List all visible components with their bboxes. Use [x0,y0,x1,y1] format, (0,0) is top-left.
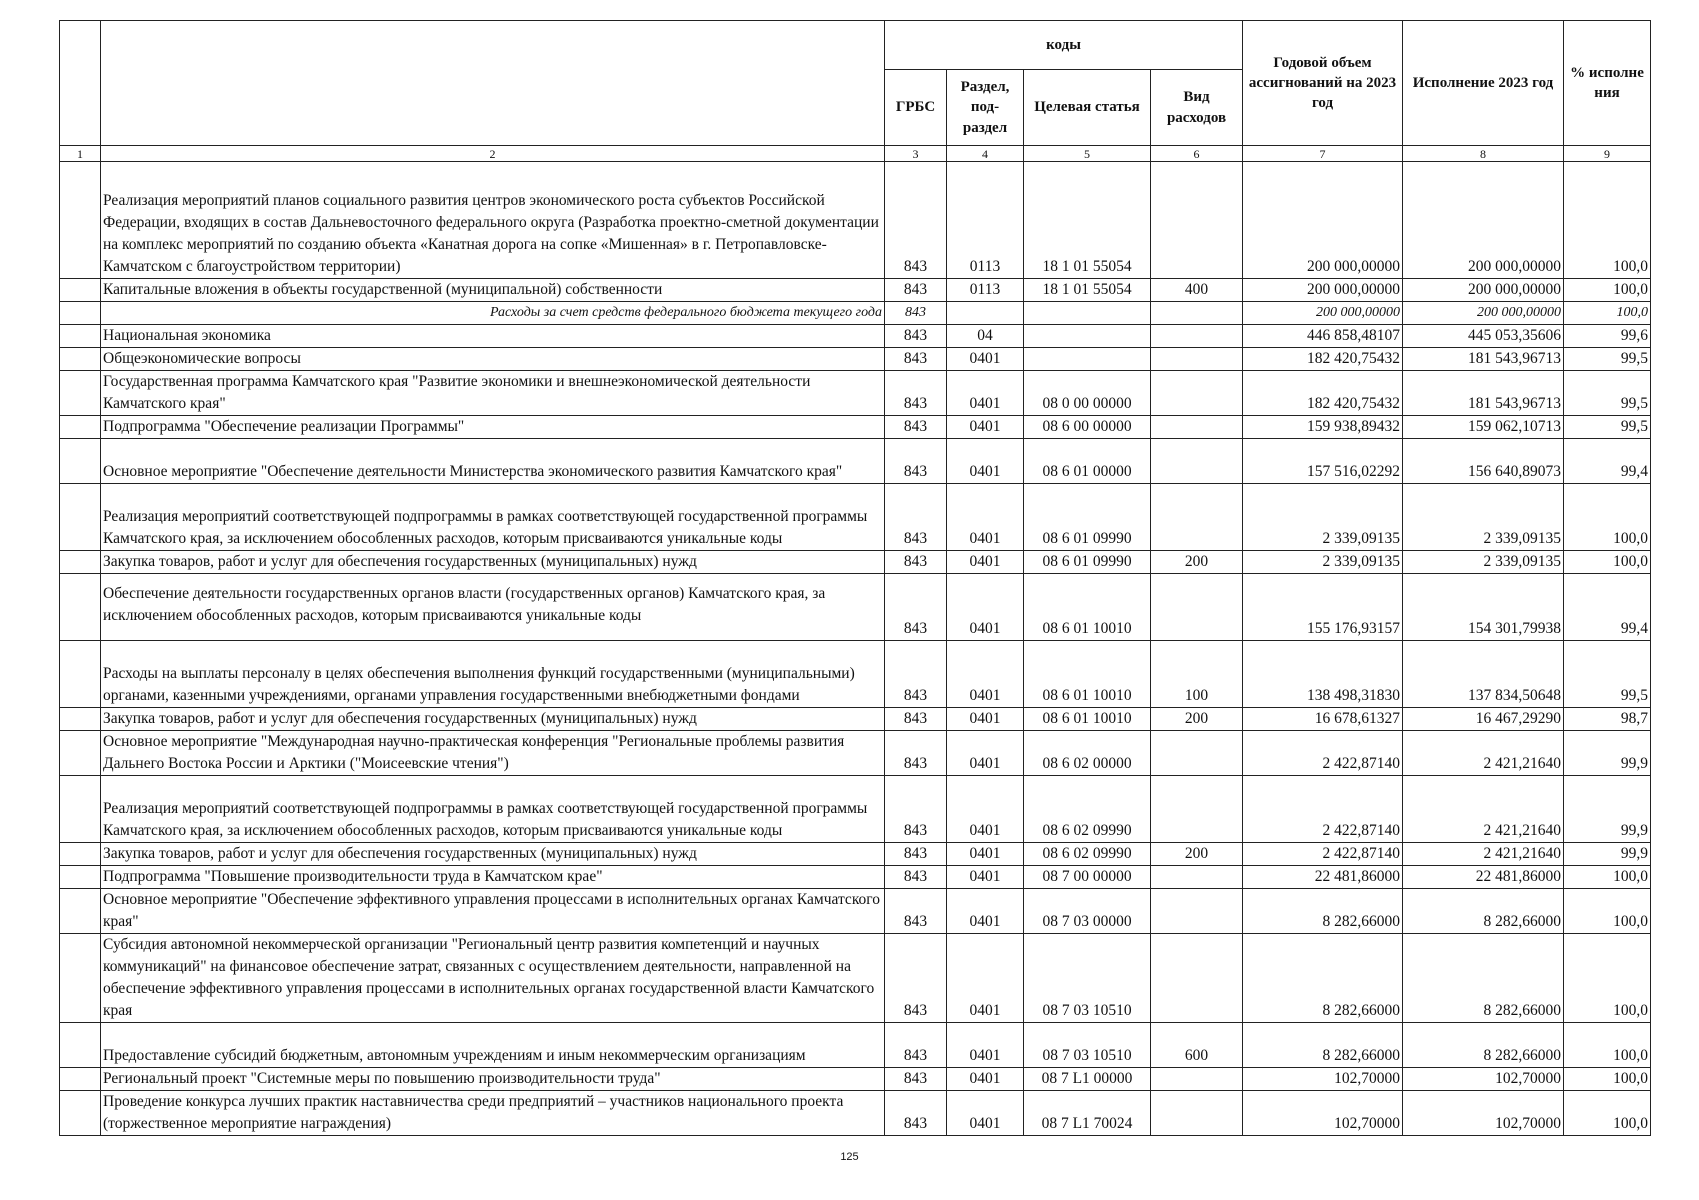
cell-name: Общеэкономические вопросы [101,348,885,371]
cell-target: 08 6 02 09990 [1024,776,1151,843]
cell-name: Реализация мероприятий соответствующей подпрограммы в рамках соответствующей государственной программы Камчатского края, за исключением обособленных расходов, которым присваиваются уникальные коды [101,484,885,551]
table-row [60,439,1651,484]
cell-annual: 2 339,09135 [1243,484,1403,551]
cell-execution: 2 421,21640 [1403,731,1564,776]
cell-type [1151,302,1243,325]
table-row [60,731,1651,776]
cell-percent: 100,0 [1564,934,1651,1023]
cell-execution: 154 301,79938 [1403,574,1564,641]
cell-type [1151,776,1243,843]
row-index-cell [60,843,101,866]
column-number: 2 [101,146,885,162]
cell-name: Проведение конкурса лучших практик наставничества среди предприятий – участников национального проекта (торжественное мероприятие награждения) [101,1091,885,1136]
cell-name: Реализация мероприятий планов социального развития центров экономического роста субъектов Российской Федерации, входящих в состав Дальневосточного федерального округа (Разработка проектно-сметной документации на комплекс мероприятий по созданию объекта «Канатная дорога на сопке «Мишенная» в г. Петропавловске-Камчатском с благоустройством территории) [101,162,885,279]
cell-grbs: 843 [885,731,947,776]
cell-execution: 2 339,09135 [1403,484,1564,551]
table-row [60,1023,1651,1068]
cell-execution: 22 481,86000 [1403,866,1564,889]
cell-name: Государственная программа Камчатского края "Развитие экономики и внешнеэкономической деятельности Камчатского края" [101,371,885,416]
cell-target: 08 6 02 00000 [1024,731,1151,776]
row-index-cell [60,416,101,439]
cell-annual: 8 282,66000 [1243,889,1403,934]
cell-section: 0401 [947,439,1024,484]
cell-section: 0401 [947,348,1024,371]
cell-target: 08 7 L1 70024 [1024,1091,1151,1136]
cell-name: Субсидия автономной некоммерческой организации "Региональный центр развития компетенций и научных коммуникаций" на финансовое обеспечение затрат, связанных с осуществлением деятельности, направленной на обеспечение эффективного управления процессами в исполнительных органах государственной власти Камчатского края [101,934,885,1023]
column-number-row [60,146,1651,162]
cell-name: Региональный проект "Системные меры по повышению производительности труда" [101,1068,885,1091]
cell-grbs: 843 [885,708,947,731]
header-empty-2 [101,21,885,146]
cell-target: 08 6 00 00000 [1024,416,1151,439]
cell-percent: 100,0 [1564,1091,1651,1136]
cell-target: 08 0 00 00000 [1024,371,1151,416]
cell-execution: 102,70000 [1403,1091,1564,1136]
cell-annual: 8 282,66000 [1243,934,1403,1023]
cell-target: 08 7 00 00000 [1024,866,1151,889]
cell-grbs: 843 [885,348,947,371]
table-row [60,776,1651,843]
table-row [60,843,1651,866]
header-section: Раздел, под-раздел [947,70,1024,146]
budget-table [59,20,1651,1136]
cell-grbs: 843 [885,551,947,574]
cell-execution: 181 543,96713 [1403,371,1564,416]
header-type: Вид расходов [1151,70,1243,146]
cell-type [1151,416,1243,439]
cell-percent: 99,6 [1564,325,1651,348]
header-percent: % исполне ния [1564,21,1651,146]
header-empty-1 [60,21,101,146]
cell-section: 0401 [947,484,1024,551]
cell-name: Основное мероприятие "Международная научно-практическая конференция "Региональные проблемы развития Дальнего Востока России и Арктики ("Моисеевские чтения") [101,731,885,776]
cell-execution: 8 282,66000 [1403,934,1564,1023]
cell-execution: 181 543,96713 [1403,348,1564,371]
cell-annual: 182 420,75432 [1243,371,1403,416]
cell-grbs: 843 [885,279,947,302]
cell-execution: 8 282,66000 [1403,1023,1564,1068]
row-index-cell [60,348,101,371]
cell-grbs: 843 [885,162,947,279]
cell-annual: 22 481,86000 [1243,866,1403,889]
cell-percent: 99,4 [1564,574,1651,641]
cell-name: Закупка товаров, работ и услуг для обеспечения государственных (муниципальных) нужд [101,551,885,574]
cell-percent: 99,9 [1564,776,1651,843]
table-row [60,641,1651,708]
cell-percent: 100,0 [1564,279,1651,302]
cell-section: 0401 [947,371,1024,416]
cell-type [1151,574,1243,641]
cell-name: Предоставление субсидий бюджетным, автономным учреждениям и иным некоммерческим организациям [101,1023,885,1068]
cell-type [1151,162,1243,279]
cell-type [1151,731,1243,776]
table-row [60,708,1651,731]
cell-type [1151,934,1243,1023]
row-index-cell [60,574,101,641]
row-index-cell [60,641,101,708]
cell-name: Основное мероприятие "Обеспечение деятельности Министерства экономического развития Камчатского края" [101,439,885,484]
cell-execution: 200 000,00000 [1403,302,1564,325]
cell-annual: 155 176,93157 [1243,574,1403,641]
cell-name: Расходы на выплаты персоналу в целях обеспечения выполнения функций государственными (муниципальными) органами, казенными учреждениями, органами управления государственными внебюджетными фондами [101,641,885,708]
cell-section: 0401 [947,731,1024,776]
cell-execution: 2 339,09135 [1403,551,1564,574]
cell-section: 04 [947,325,1024,348]
cell-section: 0113 [947,279,1024,302]
cell-grbs: 843 [885,889,947,934]
cell-percent: 98,7 [1564,708,1651,731]
cell-percent: 100,0 [1564,1023,1651,1068]
cell-target: 18 1 01 55054 [1024,279,1151,302]
table-row [60,574,1651,641]
cell-type [1151,866,1243,889]
cell-section: 0401 [947,776,1024,843]
cell-type: 200 [1151,551,1243,574]
cell-percent: 100,0 [1564,162,1651,279]
cell-name: Закупка товаров, работ и услуг для обеспечения государственных (муниципальных) нужд [101,708,885,731]
cell-target: 08 6 01 09990 [1024,484,1151,551]
cell-type: 400 [1151,279,1243,302]
cell-percent: 100,0 [1564,1068,1651,1091]
cell-section: 0401 [947,416,1024,439]
cell-section: 0401 [947,866,1024,889]
cell-section: 0401 [947,1023,1024,1068]
table-row [60,866,1651,889]
header-codes: коды [885,21,1243,70]
row-index-cell [60,325,101,348]
cell-section: 0401 [947,843,1024,866]
cell-annual: 446 858,48107 [1243,325,1403,348]
cell-execution: 137 834,50648 [1403,641,1564,708]
row-index-cell [60,889,101,934]
cell-section: 0401 [947,1091,1024,1136]
cell-execution: 2 421,21640 [1403,776,1564,843]
cell-type [1151,325,1243,348]
cell-section: 0401 [947,551,1024,574]
cell-percent: 99,5 [1564,416,1651,439]
cell-type [1151,1068,1243,1091]
header-target: Целевая статья [1024,70,1151,146]
cell-section: 0401 [947,574,1024,641]
cell-percent: 99,5 [1564,371,1651,416]
cell-target: 18 1 01 55054 [1024,162,1151,279]
column-number: 4 [947,146,1024,162]
cell-grbs: 843 [885,776,947,843]
cell-target: 08 6 01 00000 [1024,439,1151,484]
column-number: 7 [1243,146,1403,162]
cell-percent: 99,9 [1564,843,1651,866]
cell-execution: 8 282,66000 [1403,889,1564,934]
table-row [60,551,1651,574]
cell-target: 08 7 03 00000 [1024,889,1151,934]
table-row [60,325,1651,348]
row-index-cell [60,1091,101,1136]
table-row [60,416,1651,439]
cell-percent: 100,0 [1564,889,1651,934]
cell-execution: 445 053,35606 [1403,325,1564,348]
cell-grbs: 843 [885,866,947,889]
row-index-cell [60,279,101,302]
cell-execution: 200 000,00000 [1403,162,1564,279]
column-number: 6 [1151,146,1243,162]
row-index-cell [60,551,101,574]
cell-type: 100 [1151,641,1243,708]
cell-percent: 100,0 [1564,484,1651,551]
table-row [60,348,1651,371]
cell-execution: 200 000,00000 [1403,279,1564,302]
cell-percent: 100,0 [1564,551,1651,574]
table-row [60,484,1651,551]
cell-grbs: 843 [885,641,947,708]
table-body [60,162,1651,1136]
cell-name: Подпрограмма "Обеспечение реализации Программы" [101,416,885,439]
table-row [60,302,1651,325]
cell-target: 08 6 01 09990 [1024,551,1151,574]
row-index-cell [60,371,101,416]
column-number: 5 [1024,146,1151,162]
cell-target [1024,325,1151,348]
cell-grbs: 843 [885,934,947,1023]
cell-annual: 8 282,66000 [1243,1023,1403,1068]
cell-type: 200 [1151,708,1243,731]
cell-annual: 2 339,09135 [1243,551,1403,574]
cell-target [1024,348,1151,371]
cell-target: 08 7 03 10510 [1024,1023,1151,1068]
cell-annual: 16 678,61327 [1243,708,1403,731]
cell-annual: 159 938,89432 [1243,416,1403,439]
cell-grbs: 843 [885,371,947,416]
row-index-cell [60,731,101,776]
cell-type [1151,348,1243,371]
cell-percent: 99,5 [1564,641,1651,708]
cell-target: 08 7 03 10510 [1024,934,1151,1023]
cell-execution: 159 062,10713 [1403,416,1564,439]
table-row [60,1068,1651,1091]
cell-name: Обеспечение деятельности государственных органов власти (государственных органов) Камчатского края, за исключением обособленных расходов, которым присваиваются уникальные коды [101,574,885,641]
row-index-cell [60,934,101,1023]
cell-type: 200 [1151,843,1243,866]
cell-type: 600 [1151,1023,1243,1068]
cell-name: Основное мероприятие "Обеспечение эффективного управления процессами в исполнительных органах Камчатского края" [101,889,885,934]
cell-grbs: 843 [885,1023,947,1068]
cell-section: 0401 [947,1068,1024,1091]
cell-section [947,302,1024,325]
cell-percent: 99,4 [1564,439,1651,484]
cell-annual: 2 422,87140 [1243,731,1403,776]
cell-execution: 16 467,29290 [1403,708,1564,731]
table-row [60,1091,1651,1136]
cell-name: Расходы за счет средств федерального бюджета текущего года [101,302,885,325]
cell-percent: 99,5 [1564,348,1651,371]
cell-grbs: 843 [885,416,947,439]
row-index-cell [60,439,101,484]
cell-grbs: 843 [885,574,947,641]
cell-annual: 2 422,87140 [1243,843,1403,866]
cell-type [1151,484,1243,551]
cell-percent: 100,0 [1564,302,1651,325]
cell-grbs: 843 [885,439,947,484]
cell-type [1151,371,1243,416]
cell-section: 0401 [947,708,1024,731]
header-execution: Исполнение 2023 год [1403,21,1564,146]
row-index-cell [60,776,101,843]
cell-section: 0401 [947,641,1024,708]
cell-annual: 102,70000 [1243,1068,1403,1091]
cell-type [1151,439,1243,484]
table-row [60,279,1651,302]
cell-grbs: 843 [885,1091,947,1136]
cell-annual: 2 422,87140 [1243,776,1403,843]
table-row [60,934,1651,1023]
cell-type [1151,889,1243,934]
cell-percent: 99,9 [1564,731,1651,776]
cell-execution: 102,70000 [1403,1068,1564,1091]
cell-section: 0113 [947,162,1024,279]
cell-name: Подпрограмма "Повышение производительности труда в Камчатском крае" [101,866,885,889]
cell-grbs: 843 [885,325,947,348]
row-index-cell [60,302,101,325]
cell-name: Реализация мероприятий соответствующей подпрограммы в рамках соответствующей государственной программы Камчатского края, за исключением обособленных расходов, которым присваиваются уникальные коды [101,776,885,843]
header-grbs: ГРБС [885,70,947,146]
cell-target: 08 7 L1 00000 [1024,1068,1151,1091]
row-index-cell [60,708,101,731]
table-row [60,162,1651,279]
cell-execution: 156 640,89073 [1403,439,1564,484]
cell-annual: 157 516,02292 [1243,439,1403,484]
header-annual: Годовой объем ассигнований на 2023 год [1243,21,1403,146]
cell-annual: 200 000,00000 [1243,162,1403,279]
cell-target: 08 6 01 10010 [1024,708,1151,731]
cell-annual: 200 000,00000 [1243,302,1403,325]
cell-target: 08 6 02 09990 [1024,843,1151,866]
cell-annual: 200 000,00000 [1243,279,1403,302]
page-number: 125 [840,1151,859,1163]
cell-target: 08 6 01 10010 [1024,641,1151,708]
cell-section: 0401 [947,934,1024,1023]
row-index-cell [60,162,101,279]
cell-name: Закупка товаров, работ и услуг для обеспечения государственных (муниципальных) нужд [101,843,885,866]
column-number: 1 [60,146,101,162]
cell-name: Капитальные вложения в объекты государственной (муниципальной) собственности [101,279,885,302]
cell-grbs: 843 [885,1068,947,1091]
cell-grbs: 843 [885,302,947,325]
cell-annual: 102,70000 [1243,1091,1403,1136]
table-row [60,371,1651,416]
column-number: 8 [1403,146,1564,162]
table-row [60,889,1651,934]
row-index-cell [60,866,101,889]
cell-grbs: 843 [885,843,947,866]
cell-name: Национальная экономика [101,325,885,348]
column-number: 3 [885,146,947,162]
cell-annual: 182 420,75432 [1243,348,1403,371]
cell-target: 08 6 01 10010 [1024,574,1151,641]
cell-grbs: 843 [885,484,947,551]
cell-section: 0401 [947,889,1024,934]
column-number: 9 [1564,146,1651,162]
row-index-cell [60,484,101,551]
cell-annual: 138 498,31830 [1243,641,1403,708]
cell-percent: 100,0 [1564,866,1651,889]
cell-target [1024,302,1151,325]
cell-execution: 2 421,21640 [1403,843,1564,866]
row-index-cell [60,1068,101,1091]
cell-type [1151,1091,1243,1136]
row-index-cell [60,1023,101,1068]
